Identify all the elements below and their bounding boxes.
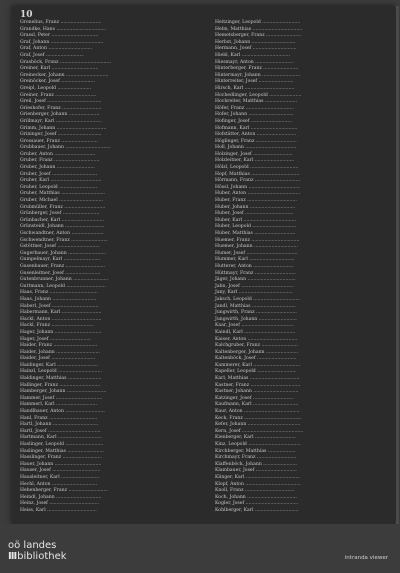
directory-entry: Kirchmayr, Franz ........................... bbox=[215, 455, 297, 461]
directory-entry: Kogler, Josef .................................... bbox=[215, 501, 299, 507]
directory-entry: Hüttmayr, Franz ............................ bbox=[215, 270, 296, 276]
directory-entry: Kefer, Johann .................................... bbox=[215, 422, 301, 428]
directory-entry: Gutenbrunner, Johann ........................ bbox=[20, 277, 109, 283]
directory-entry: Helm, Matthias .................................. bbox=[215, 26, 303, 32]
directory-entry: Huber, Matthias ............................ bbox=[215, 231, 296, 236]
directory-entry: Haider, Josef .............................. bbox=[20, 356, 96, 362]
logo-line-1: oö landes bbox=[8, 540, 57, 551]
directory-entry: Grimm, Johann .................................. bbox=[20, 125, 107, 131]
scrollbar[interactable] bbox=[396, 6, 399, 524]
directory-entry: Heitzinger, Leopold .......................... bbox=[215, 20, 301, 25]
directory-entry: Hochedlinger, Leopold ...................... bbox=[215, 92, 302, 98]
directory-entry: Kaindl, Karl ................................... bbox=[215, 329, 296, 335]
directory-entry: Haider, Johann .............................. bbox=[20, 349, 100, 355]
directory-entry: Heiss, Karl .................................. bbox=[20, 507, 97, 513]
directory-entry: Huber, Franz .................................. bbox=[215, 198, 297, 204]
directory-entry: Katzinger, Josef ............................ bbox=[215, 395, 294, 401]
directory-entry: Grasböck, Franz ................................... bbox=[20, 59, 112, 65]
directory-entry: Hölzl, Leopold ................................. bbox=[215, 165, 299, 171]
directory-entry: Gruber, Leopold .......................... bbox=[20, 184, 98, 190]
directory-entry: Hintermayr, Johann .......................... bbox=[215, 72, 301, 78]
directory-entry: Holzinger, Josef ........................... bbox=[215, 151, 293, 157]
directory-entry: Hammerl, Karl ............................ bbox=[20, 402, 97, 408]
logo-bars-icon: III bbox=[8, 551, 17, 562]
directory-entry: Hanl, Franz ................................. bbox=[20, 415, 98, 421]
directory-entry: Haldinger, Matthias ....................... bbox=[20, 376, 102, 382]
directory-entry: Greil, Josef ..................................... bbox=[20, 99, 102, 105]
directory-entry: Hehenberger, Franz ........................... bbox=[20, 488, 108, 494]
directory-entry: Hartmann, Karl .............................. bbox=[20, 435, 102, 441]
viewer-label: intranda viewer bbox=[344, 555, 388, 561]
directory-entry: Gusenleitner, Josef ........................ bbox=[20, 270, 101, 276]
directory-entry: Hössl, Johann ................................... bbox=[215, 184, 300, 190]
directory-entry: Greiner, Karl ................................ bbox=[20, 66, 99, 72]
directory-entry: Hauser, Josef ................................. bbox=[20, 468, 101, 474]
logo-line-2: bibliothek bbox=[17, 551, 67, 562]
directory-entry: Klambauer, Josef ............................ bbox=[215, 468, 297, 474]
directory-entry: Hamberger, Johann ........................... bbox=[20, 389, 107, 395]
directory-entry: Kienberger, Karl ............................ bbox=[215, 435, 296, 441]
directory-entry: Karl, Matthias .................................. bbox=[215, 376, 300, 382]
directory-entry: Grillmayr, Karl ............................... bbox=[20, 118, 102, 124]
directory-entry: Hiebl, Karl ................................. bbox=[215, 52, 291, 58]
directory-entry: Hausleitner, Karl .......................... bbox=[20, 474, 100, 480]
directory-entry: Jahn, Josef .................................... bbox=[215, 283, 294, 289]
directory-entry: Hermann, Josef .............................. bbox=[215, 46, 297, 52]
directory-entry: Hopf, Matthias ................................. bbox=[215, 171, 300, 177]
directory-entry: Huber, Leopold .............................. bbox=[215, 224, 297, 230]
directory-entry: Huber, Karl .................................... bbox=[215, 217, 297, 223]
directory-entry: Graf, Anton .............................. bbox=[20, 46, 93, 52]
directory-entry: Grienberger, Johann ..................... bbox=[20, 112, 100, 118]
directory-entry: Kammerer, Karl ................................ bbox=[215, 362, 301, 368]
directory-entry: Gumpelmayr, Karl ......................... bbox=[20, 257, 101, 263]
directory-entry: Höglinger, Franz ............................ bbox=[215, 138, 297, 144]
directory-entry: Heinz, Josef .................................. bbox=[20, 501, 99, 507]
directory-entry: Graf, Johann .................................... bbox=[20, 39, 104, 45]
directory-entry: Humer, Josef ................................... bbox=[215, 250, 298, 256]
directory-entry: Jaksch, Leopold ................................ bbox=[215, 296, 301, 302]
directory-entry: Huber, Anton .................................... bbox=[215, 191, 301, 197]
directory-entry: Hartl, Johann ............................... bbox=[20, 422, 99, 428]
left-column bbox=[20, 20, 202, 515]
directory-entry: Kalchgruber, Franz ......................... bbox=[215, 343, 299, 349]
directory-entry: Grassl, Peter ................................ bbox=[20, 33, 99, 39]
directory-entry: Hörmann, Franz ............................... bbox=[215, 178, 301, 184]
directory-entry: Klinger, Karl ..................................... bbox=[215, 474, 300, 480]
directory-entry: Gugerbauer, Johann .......................... bbox=[20, 250, 107, 256]
directory-entry: Gschwandtner, Anton ...................... bbox=[20, 231, 104, 236]
directory-entry: Graf, Josef .......................... bbox=[20, 52, 84, 58]
directory-entry: Gruber, Johann .......................... bbox=[20, 165, 95, 171]
directory-entry: Haas, Johann .............................. bbox=[20, 296, 97, 302]
directory-entry: Keck, Franz ....................................... bbox=[215, 415, 302, 421]
directory-entry: Kern, Josef .......................................... bbox=[215, 428, 304, 434]
directory-entry: Guttmann, Leopold ........................... bbox=[20, 283, 106, 289]
directory-entry: Hochreiter, Matthias ...................... bbox=[215, 99, 298, 105]
directory-entry: Knoll, Franz .................................. bbox=[215, 488, 295, 494]
directory-entry: Grieshofer, Franz ........................... bbox=[20, 105, 102, 111]
directory-entry: Grandke, Hans .................................. bbox=[20, 26, 107, 32]
directory-entry: Huber, Johann ............................... bbox=[215, 204, 296, 210]
directory-entry: Gruber, Matthias .............................. bbox=[20, 191, 106, 197]
directory-entry: Habermann, Karl ........................... bbox=[20, 310, 102, 316]
directory-entry: Hofer, Johann ............................... bbox=[215, 112, 294, 118]
directory-entry: Kirchberger, Matthias ................... bbox=[215, 448, 296, 454]
document-page bbox=[12, 6, 395, 524]
directory-entry: Hainzl, Leopold .............................. bbox=[20, 369, 102, 375]
directory-entry: Klaffenböck, Johann ....................... bbox=[215, 461, 297, 467]
directory-entry: Haslinger, Leopold .......................... bbox=[20, 442, 104, 447]
directory-entry: Grünberger, Josef ......................... bbox=[20, 211, 100, 217]
directory-entry: Grünbacher, Karl ............................. bbox=[20, 217, 104, 223]
page-number: 10 bbox=[20, 10, 33, 20]
directory-entry: Hirsch, Karl .................................. bbox=[215, 85, 295, 91]
directory-entry: Gruber, Michael .............................. bbox=[20, 198, 103, 204]
directory-entry: Hutterer, Anton ............................ bbox=[215, 263, 295, 269]
directory-entry: Gusenbauer, Franz ........................... bbox=[20, 263, 106, 269]
directory-entry: Grubmüller, Franz ............................ bbox=[20, 204, 106, 210]
directory-entry: Kastner, Franz .................................. bbox=[215, 382, 301, 388]
directory-entry: Kaar, Josef .................................... bbox=[215, 323, 294, 329]
directory-entry: Haslinger, Matthias ......................... bbox=[20, 448, 104, 454]
directory-entry: Hummer, Karl ............................... bbox=[215, 257, 295, 263]
directory-entry: Heindl, Johann ............................... bbox=[20, 494, 102, 500]
library-logo[interactable] bbox=[8, 540, 67, 562]
directory-entry: Jungwirth, Franz ............................ bbox=[215, 310, 297, 316]
directory-entry: Kaur, Anton ...................................... bbox=[215, 409, 300, 415]
directory-entry: Kaiser, Anton .................................. bbox=[215, 336, 298, 342]
directory-entry: Haas, Franz ................................. bbox=[20, 290, 98, 296]
directory-entry: Klopf, Anton ...................................... bbox=[215, 481, 301, 487]
directory-entry: Haidinger, Karl ............................ bbox=[20, 362, 99, 368]
directory-entry: Koch, Johann .................................. bbox=[215, 494, 297, 500]
directory-entry: Grossauer, Franz ......................... bbox=[20, 138, 98, 144]
directory-entry: Hartl, Josef .................................... bbox=[20, 428, 101, 434]
directory-entry: Kaltenböck, Josef ........................... bbox=[215, 356, 297, 362]
directory-entry: Höfer, Franz ................................. bbox=[215, 105, 294, 111]
directory-entry: Hager, Johann ................................ bbox=[20, 329, 102, 335]
directory-entry: Hammer, Josef ................................ bbox=[20, 395, 103, 401]
directory-entry: Holl, Johann ................................... bbox=[215, 145, 297, 151]
directory-entry: Hasslinger, Franz ........................... bbox=[20, 455, 103, 461]
directory-entry: Gruber, Franz ............................... bbox=[20, 158, 100, 164]
directory-entry: Haider, Franz .............................. bbox=[20, 343, 98, 349]
directory-entry: Hauer, Johann ................................ bbox=[20, 461, 102, 467]
directory-entry: Greinöcker, Josef ....................... bbox=[20, 79, 95, 85]
directory-entry: Grünsteidl, Johann ........................... bbox=[20, 224, 105, 230]
directory-entry: Haberl, Josef ................................ bbox=[20, 303, 99, 309]
directory-entry: Kastner, Johann ............................... bbox=[215, 389, 299, 395]
directory-entry: Jäger, Johann ................................. bbox=[215, 277, 296, 283]
directory-entry: Jany, Karl ..................................... bbox=[215, 290, 293, 296]
directory-entry: Hinterberger, Franz ........................ bbox=[215, 66, 299, 72]
directory-entry: Herbst, Johann .............................. bbox=[215, 39, 296, 45]
directory-entry: Huber, Josef ................................. bbox=[215, 211, 294, 217]
directory-entry: Gschwendtner, Franz ......................... bbox=[20, 237, 108, 243]
directory-entry: Kaufmann, Karl ............................... bbox=[215, 402, 299, 408]
right-column bbox=[215, 20, 395, 515]
directory-entry: Gruber, Josef ............................... bbox=[20, 171, 98, 177]
directory-entry: Greinecker, Johann ............................. bbox=[20, 72, 109, 78]
directory-entry: Hechl, Anton ............................... bbox=[20, 481, 98, 487]
directory-entry: Gruber, Karl ................................... bbox=[20, 178, 102, 184]
directory-entry: Huemer, Johann .............................. bbox=[215, 244, 298, 250]
directory-entry: Hackl, Franz ............................. bbox=[20, 323, 94, 329]
directory-entry: Gronelius, Franz ............................ bbox=[20, 20, 102, 25]
directory-entry: Greipl, Leopold ....................... bbox=[20, 85, 92, 91]
directory-entry: Gstöttner, Josef ............................. bbox=[20, 244, 100, 250]
directory-entry: Jandl, Matthias .............................. bbox=[215, 303, 296, 309]
directory-entry: Hofmann, Karl ................................ bbox=[215, 125, 298, 131]
directory-entry: Handlbauer, Anton ........................... bbox=[20, 409, 105, 415]
directory-entry: Hinterreiter, Josef ........................ bbox=[215, 79, 294, 85]
directory-entry: Kapeller, Leopold ........................... bbox=[215, 369, 297, 375]
directory-entry: Hallinger, Franz ............................ bbox=[20, 382, 101, 388]
directory-entry: Holzleitner, Karl ........................... bbox=[215, 158, 295, 164]
directory-entry: Grubbauer, Johann ............................... bbox=[20, 145, 111, 151]
footer-bar bbox=[0, 524, 400, 573]
directory-entry: Gruber, Anton ............................ bbox=[20, 151, 96, 157]
directory-entry: Kaltenberger, Johann ...................... bbox=[215, 349, 299, 355]
directory-entry: Hackl, Anton .................................. bbox=[20, 316, 102, 322]
directory-entry: Grininger, Josef .............................. bbox=[20, 132, 102, 138]
directory-entry: Kohlberger, Karl .............................. bbox=[215, 507, 299, 513]
directory-entry: Hemetsberger, Franz ........................ bbox=[215, 33, 302, 39]
directory-entry: Huemer, Franz ................................. bbox=[215, 237, 300, 243]
directory-entry: Hager, Josef ............................ bbox=[20, 336, 91, 342]
directory-entry: Hofinger, Josef ............................ bbox=[215, 118, 292, 124]
directory-entry: Hofstätter, Anton ........................... bbox=[215, 132, 297, 138]
directory-entry: Kinz, Leopold .................................... bbox=[215, 442, 301, 447]
directory-entry: Greiner, Franz ............................ bbox=[20, 92, 97, 98]
directory-entry: Jungwirth, Johann .......................... bbox=[215, 316, 297, 322]
directory-entry: Hiesmayr, Anton .......................... bbox=[215, 59, 294, 65]
